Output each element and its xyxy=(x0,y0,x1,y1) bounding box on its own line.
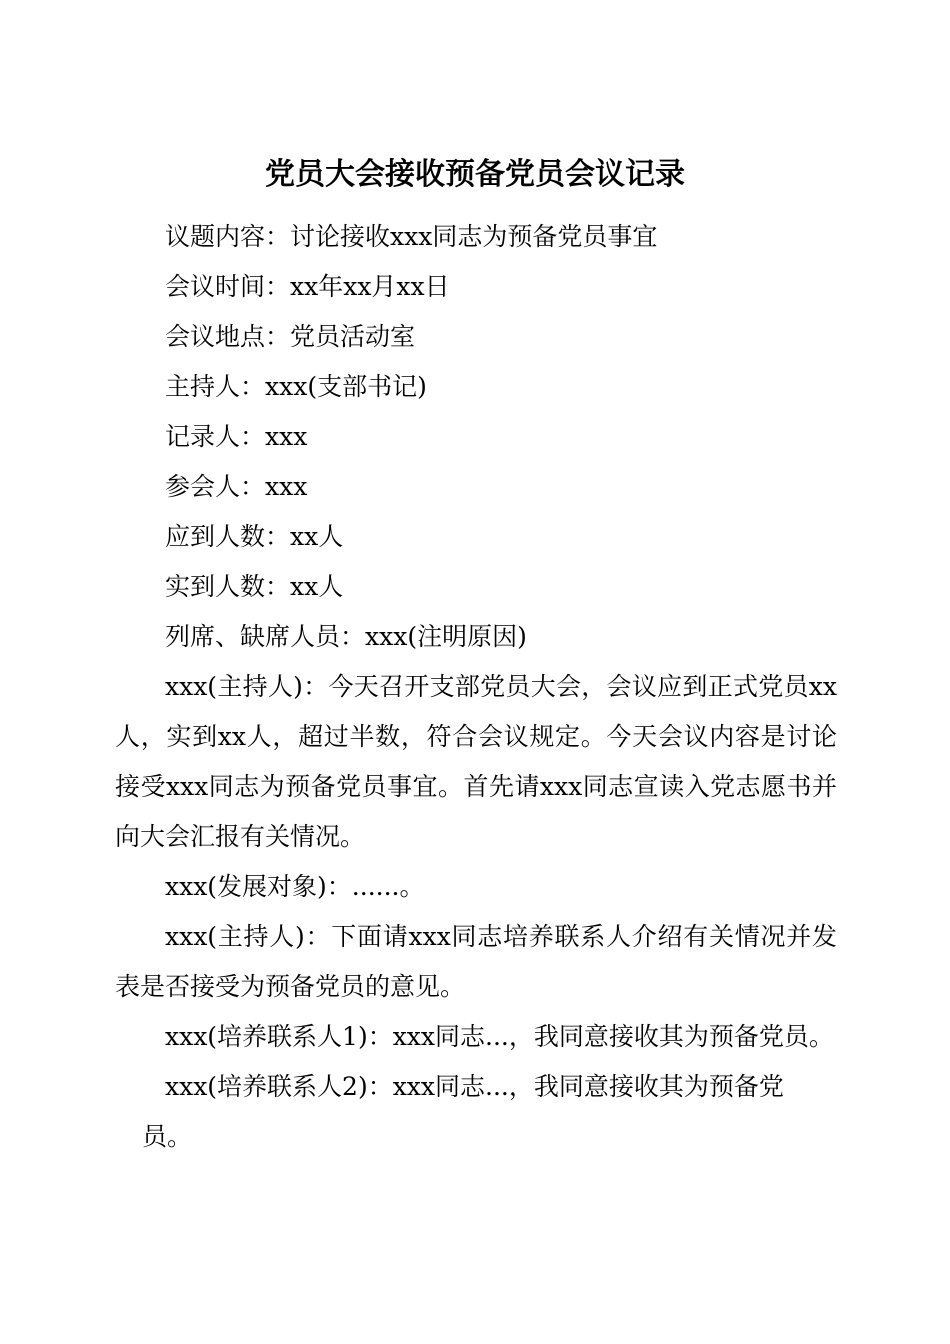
field-value: xxx(支部书记) xyxy=(265,372,427,401)
field-attendees xyxy=(115,462,837,512)
paragraph-host-request: xxx(主持人)：下面请xxx同志培养联系人介绍有关情况并发表是否接受为预备党员的意见。 xyxy=(115,922,837,1001)
paragraph-contact-2 xyxy=(115,1062,837,1162)
field-value: xx人 xyxy=(290,572,344,601)
field-label: 会议地点： xyxy=(165,322,291,351)
field-label: 实到人数： xyxy=(165,572,291,601)
field-time xyxy=(115,262,837,312)
paragraph-contact-1: xxx(培养联系人1)：xxx同志...，我同意接收其为预备党员。 xyxy=(165,1022,834,1051)
field-label: 主持人： xyxy=(165,372,266,401)
field-value: xxx xyxy=(265,472,308,501)
field-value: xxx(注明原因) xyxy=(365,622,527,651)
field-recorder xyxy=(115,412,837,462)
paragraph-candidate: xxx(发展对象)：......。 xyxy=(165,872,425,901)
field-topic xyxy=(115,212,837,262)
document-body xyxy=(115,212,837,1162)
field-value: xx人 xyxy=(290,522,344,551)
field-label: 列席、缺席人员： xyxy=(165,622,366,651)
field-label: 记录人： xyxy=(165,422,266,451)
document-title: 党员大会接收预备党员会议记录 xyxy=(265,157,685,192)
paragraph-text: xxx(培养联系人2)：xxx同志...，我同意接收其为预备党 xyxy=(165,1072,784,1101)
field-value: xxx xyxy=(265,422,308,451)
field-actual-count xyxy=(115,562,837,612)
paragraph-host-opening: xxx(主持人)：今天召开支部党员大会，会议应到正式党员xx人，实到xx人，超过半数，符合会议规定。今天会议内容是讨论接受xxx同志为预备党员事宜。首先请xxx同志宣读入党志愿书并向大会汇报有关情况。 xyxy=(115,672,837,851)
field-host xyxy=(115,362,837,412)
paragraph-text-tail: 员。 xyxy=(142,1122,193,1151)
field-label: 应到人数： xyxy=(165,522,291,551)
field-value: xx年xx月xx日 xyxy=(290,272,450,301)
field-location xyxy=(115,312,837,362)
field-label: 会议时间： xyxy=(165,272,291,301)
field-value: 党员活动室 xyxy=(290,322,416,351)
field-absentees xyxy=(115,612,837,662)
field-expected-count xyxy=(115,512,837,562)
field-label: 参会人： xyxy=(165,472,266,501)
field-value: 讨论接收xxx同志为预备党员事宜 xyxy=(290,222,658,251)
field-label: 议题内容： xyxy=(165,222,291,251)
